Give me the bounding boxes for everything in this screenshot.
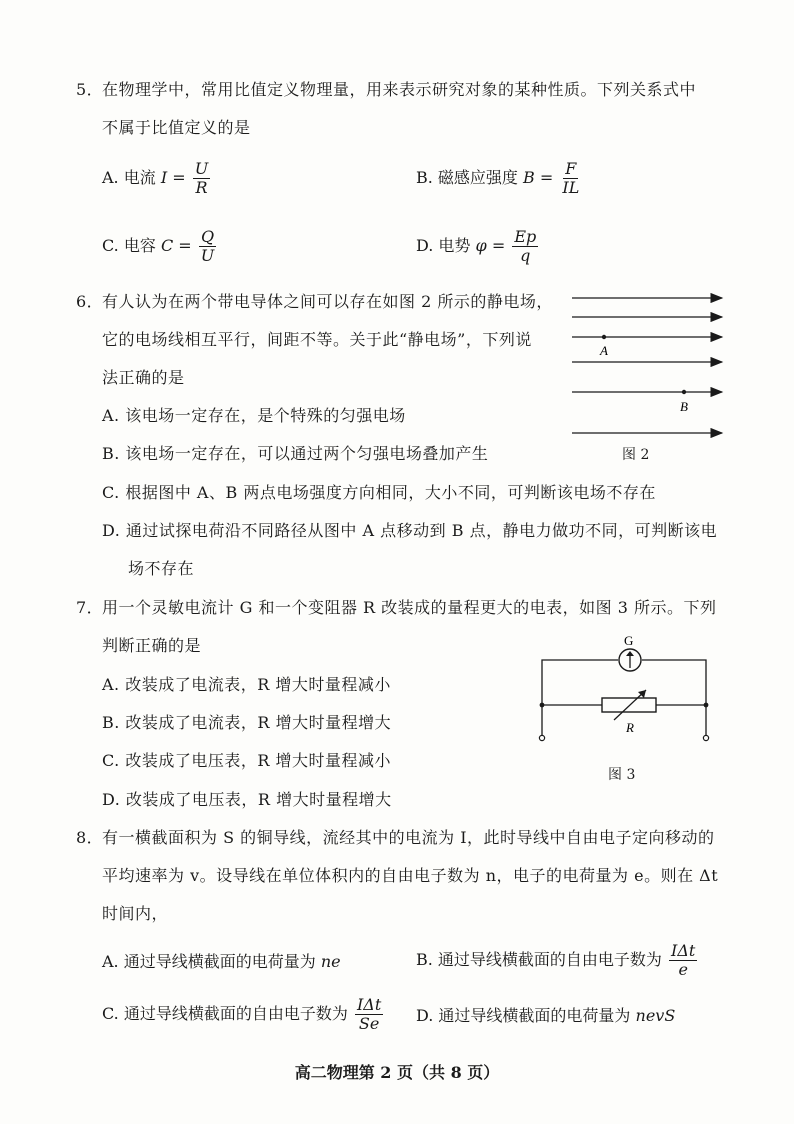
q5-option-b: B. 磁感应强度 B = $\frac{F}{IL}$ bbox=[416, 159, 580, 197]
q8-option-d: D. 通过导线横截面的电荷量为 nevS bbox=[416, 1006, 676, 1025]
q6-number: 6． bbox=[76, 292, 104, 311]
q6-stem-3: 法正确的是 bbox=[102, 368, 185, 387]
q7-option-a: A. 改装成了电流表，R 增大时量程减小 bbox=[102, 675, 391, 694]
galvanometer-arrow bbox=[626, 651, 634, 656]
q8-option-c: C. 通过导线横截面的自由电子数为 $\frac{\text{IΔt}}{Se}$ bbox=[102, 995, 382, 1033]
q6-option-c: C. 根据图中 A、B 两点电场强度方向相同，大小不同，可判断该电场不存在 bbox=[102, 483, 656, 502]
q7-option-d: D. 改装成了电压表，R 增大时量程增大 bbox=[102, 790, 392, 809]
q5-option-a: A. 电流 I = $\frac{U}{R}$ bbox=[102, 159, 209, 197]
q7-stem-line-1 bbox=[76, 598, 717, 618]
q8-number: 8． bbox=[76, 828, 104, 847]
q5-c-fraction: $\frac{Q}{U}$ bbox=[200, 227, 215, 265]
q6-option-d-line-2: 场不存在 bbox=[128, 559, 195, 578]
figure-2-caption: 图 2 bbox=[622, 447, 650, 463]
q7-option-c: C. 改装成了电压表，R 增大时量程减小 bbox=[102, 751, 391, 770]
page-footer: 高二物理第 2 页（共 8 页） bbox=[294, 1063, 500, 1082]
point-b-dot bbox=[682, 390, 686, 394]
point-b-label: B bbox=[680, 399, 688, 414]
q6-stem-1: 有人认为在两个带电导体之间可以存在如图 2 所示的静电场， bbox=[102, 292, 553, 311]
q6-stem-line-1 bbox=[76, 292, 553, 312]
q8-stem-line-1 bbox=[76, 828, 715, 848]
figure-3-caption: 图 3 bbox=[608, 767, 636, 783]
galvanometer-label: G bbox=[624, 633, 634, 648]
rheostat-label: R bbox=[626, 720, 634, 735]
rheostat-body bbox=[602, 698, 656, 712]
q8-stem-3: 时间内， bbox=[102, 904, 169, 923]
figure-3-circuit bbox=[534, 630, 724, 742]
q6-option-d-line-1: D. 通过试探电荷沿不同路径从图中 A 点移动到 B 点，静电力做功不同，可判断该电 bbox=[102, 521, 718, 540]
point-a-label: A bbox=[600, 343, 608, 358]
q5-d-fraction: $\frac{Ep}{q}$ bbox=[514, 227, 537, 265]
q7-number: 7． bbox=[76, 598, 104, 617]
terminal-right bbox=[703, 735, 708, 740]
point-a-dot bbox=[602, 335, 606, 339]
q8-b-fraction: $\frac{\text{IΔt}}{e}$ bbox=[671, 941, 696, 979]
q6-option-b: B. 该电场一定存在，可以通过两个匀强电场叠加产生 bbox=[102, 444, 489, 463]
q8-c-fraction: $\frac{\text{IΔt}}{Se}$ bbox=[356, 995, 382, 1033]
q7-option-b: B. 改装成了电流表，R 增大时量程增大 bbox=[102, 713, 392, 732]
q5-b-fraction: $\frac{F}{IL}$ bbox=[562, 159, 580, 197]
figure-2-field-lines bbox=[568, 285, 738, 445]
q8-stem-2: 平均速率为 v。设导线在单位体积内的自由电子数为 n，电子的电荷量为 e。则在 Δt bbox=[102, 866, 719, 885]
q5-option-d: D. 电势 φ = $\frac{Ep}{q}$ bbox=[416, 227, 537, 265]
q7-stem-1: 用一个灵敏电流计 G 和一个变阻器 R 改装成的量程更大的电表，如图 3 所示。下列 bbox=[102, 598, 717, 617]
q8-option-a: A. 通过导线横截面的电荷量为 ne bbox=[102, 952, 341, 971]
terminal-left bbox=[539, 735, 544, 740]
q5-stem-line-1 bbox=[76, 80, 696, 100]
q5-stem-1: 在物理学中，常用比值定义物理量，用来表示研究对象的某种性质。下列关系式中 bbox=[102, 80, 697, 99]
q5-option-c: C. 电容 C = $\frac{Q}{U}$ bbox=[102, 227, 215, 265]
q8-stem-1: 有一横截面积为 S 的铜导线，流经其中的电流为 I，此时导线中自由电子定向移动的 bbox=[102, 828, 715, 847]
q5-number: 5． bbox=[76, 80, 104, 99]
q6-stem-2: 它的电场线相互平行，间距不等。关于此“静电场”，下列说 bbox=[102, 330, 532, 349]
q5-a-fraction: $\frac{U}{R}$ bbox=[194, 159, 209, 197]
q7-stem-2: 判断正确的是 bbox=[102, 636, 202, 655]
q6-option-a: A. 该电场一定存在，是个特殊的匀强电场 bbox=[102, 406, 406, 425]
q5-stem-2: 不属于比值定义的是 bbox=[102, 118, 251, 137]
q8-option-b: B. 通过导线横截面的自由电子数为 $\frac{\text{IΔt}}{e}$ bbox=[416, 941, 696, 979]
